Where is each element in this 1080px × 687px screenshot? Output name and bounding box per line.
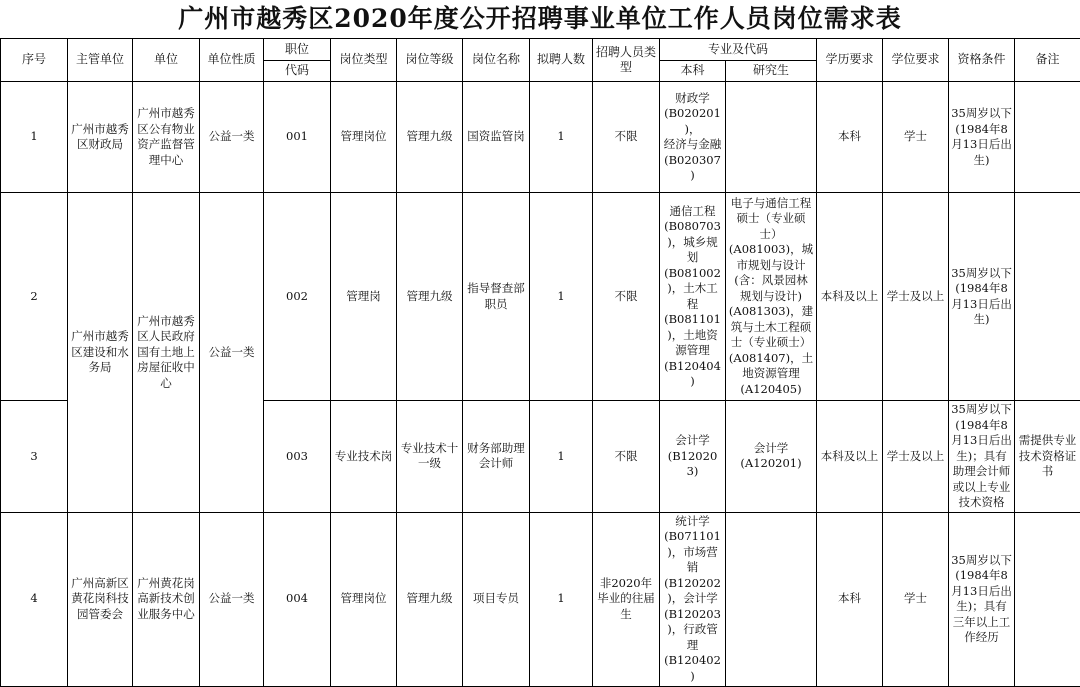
header-recruit-type: 招聘人员类型 <box>593 39 660 82</box>
cell-degree: 学士及以上 <box>883 193 949 401</box>
cell-code: 001 <box>264 82 331 193</box>
cell-nature: 公益一类 <box>200 82 264 193</box>
cell-graduate <box>726 82 817 193</box>
cell-qualification: 35周岁以下 (1984年8 月13日后出 生)；具有 助理会计师 或以上专业 技术资格 <box>949 401 1015 513</box>
cell-bachelor: 统计学 (B071101 )，市场营 销 (B120202 )，会计学 (B120203 )，行政管 理 (B120402 ) <box>660 512 726 686</box>
table-row <box>1 82 1080 193</box>
cell-degree: 学士 <box>883 512 949 686</box>
cell-position-type: 管理岗 <box>331 193 397 401</box>
header-major-group: 专业及代码 <box>660 39 817 61</box>
cell-hire-count: 1 <box>530 193 593 401</box>
cell-dept: 广州高新区黄花岗科技园管委会 <box>68 512 133 686</box>
cell-seq: 3 <box>1 401 68 513</box>
cell-position-type: 专业技术岗 <box>331 401 397 513</box>
cell-recruit-type: 不限 <box>593 193 660 401</box>
cell-education: 本科 <box>817 82 883 193</box>
header-unit: 单位 <box>133 39 200 82</box>
header-nature: 单位性质 <box>200 39 264 82</box>
header-education: 学历要求 <box>817 39 883 82</box>
cell-remarks <box>1015 512 1080 686</box>
header-grade: 岗位等级 <box>397 39 463 82</box>
cell-remarks <box>1015 82 1080 193</box>
header-remarks: 备注 <box>1015 39 1080 82</box>
cell-grade: 管理九级 <box>397 82 463 193</box>
cell-nature: 公益一类 <box>200 193 264 513</box>
cell-graduate <box>726 512 817 686</box>
cell-hire-count: 1 <box>530 82 593 193</box>
cell-position-name: 项目专员 <box>463 512 530 686</box>
cell-remarks <box>1015 193 1080 401</box>
cell-recruit-type: 不限 <box>593 401 660 513</box>
cell-unit: 广州市越秀区人民政府国有土地上房屋征收中心 <box>133 193 200 513</box>
cell-education: 本科及以上 <box>817 401 883 513</box>
cell-position-name: 指导督查部职员 <box>463 193 530 401</box>
cell-unit: 广州市越秀区公有物业资产监督管理中心 <box>133 82 200 193</box>
cell-dept: 广州市越秀区建设和水务局 <box>68 193 133 513</box>
cell-remarks: 需提供专业技术资格证书 <box>1015 401 1080 513</box>
cell-seq: 4 <box>1 512 68 686</box>
cell-hire-count: 1 <box>530 512 593 686</box>
table-row <box>1 193 1080 401</box>
header-position-code-bottom: 代码 <box>264 61 331 82</box>
cell-qualification: 35周岁以下 (1984年8 月13日后出 生) <box>949 193 1015 401</box>
header-seq: 序号 <box>1 39 68 82</box>
cell-position-type: 管理岗位 <box>331 512 397 686</box>
cell-graduate: 会计学 (A120201) <box>726 401 817 513</box>
job-requirements-table <box>0 38 1080 687</box>
header-position-name: 岗位名称 <box>463 39 530 82</box>
cell-grade: 管理九级 <box>397 193 463 401</box>
header-dept: 主管单位 <box>68 39 133 82</box>
cell-position-name: 财务部助理会计师 <box>463 401 530 513</box>
cell-bachelor: 会计学 (B120203) <box>660 401 726 513</box>
cell-code: 004 <box>264 512 331 686</box>
header-qualification: 资格条件 <box>949 39 1015 82</box>
header-degree: 学位要求 <box>883 39 949 82</box>
cell-nature: 公益一类 <box>200 512 264 686</box>
cell-code: 003 <box>264 401 331 513</box>
cell-qualification: 35周岁以下 (1984年8 月13日后出 生)；具有 三年以上工 作经历 <box>949 512 1015 686</box>
cell-qualification: 35周岁以下 (1984年8 月13日后出 生) <box>949 82 1015 193</box>
cell-degree: 学士 <box>883 82 949 193</box>
header-hire-count: 拟聘人数 <box>530 39 593 82</box>
cell-recruit-type: 不限 <box>593 82 660 193</box>
cell-bachelor: 财政学 (B020201 )， 经济与金融 (B020307 ) <box>660 82 726 193</box>
table-row <box>1 512 1080 686</box>
cell-position-type: 管理岗位 <box>331 82 397 193</box>
cell-education: 本科 <box>817 512 883 686</box>
cell-dept: 广州市越秀区财政局 <box>68 82 133 193</box>
cell-hire-count: 1 <box>530 401 593 513</box>
cell-seq: 2 <box>1 193 68 401</box>
cell-unit: 广州黄花岗高新技术创业服务中心 <box>133 512 200 686</box>
cell-grade: 管理九级 <box>397 512 463 686</box>
header-position-type: 岗位类型 <box>331 39 397 82</box>
cell-grade: 专业技术十一级 <box>397 401 463 513</box>
header-bachelor: 本科 <box>660 61 726 82</box>
header-position-code-top: 职位 <box>264 39 331 61</box>
cell-graduate: 电子与通信工程 硕士（专业硕 士） (A081003)，城 市规划与设计 (含：风景园林 规划与设计) (A081303)，建 筑与土木工程硕 士（专业硕士） (A081407)，土 地资源管理 (A120405) <box>726 193 817 401</box>
header-graduate: 研究生 <box>726 61 817 82</box>
cell-degree: 学士及以上 <box>883 401 949 513</box>
cell-position-name: 国资监管岗 <box>463 82 530 193</box>
cell-education: 本科及以上 <box>817 193 883 401</box>
cell-code: 002 <box>264 193 331 401</box>
cell-bachelor: 通信工程 (B080703 )，城乡规 划 (B081002 )，土木工 程 (B081101 )，土地资 源管理 (B120404 ) <box>660 193 726 401</box>
page-title: 广州市越秀区2020年度公开招聘事业单位工作人员岗位需求表 <box>0 0 1080 38</box>
cell-recruit-type: 非2020年毕业的往届生 <box>593 512 660 686</box>
cell-seq: 1 <box>1 82 68 193</box>
